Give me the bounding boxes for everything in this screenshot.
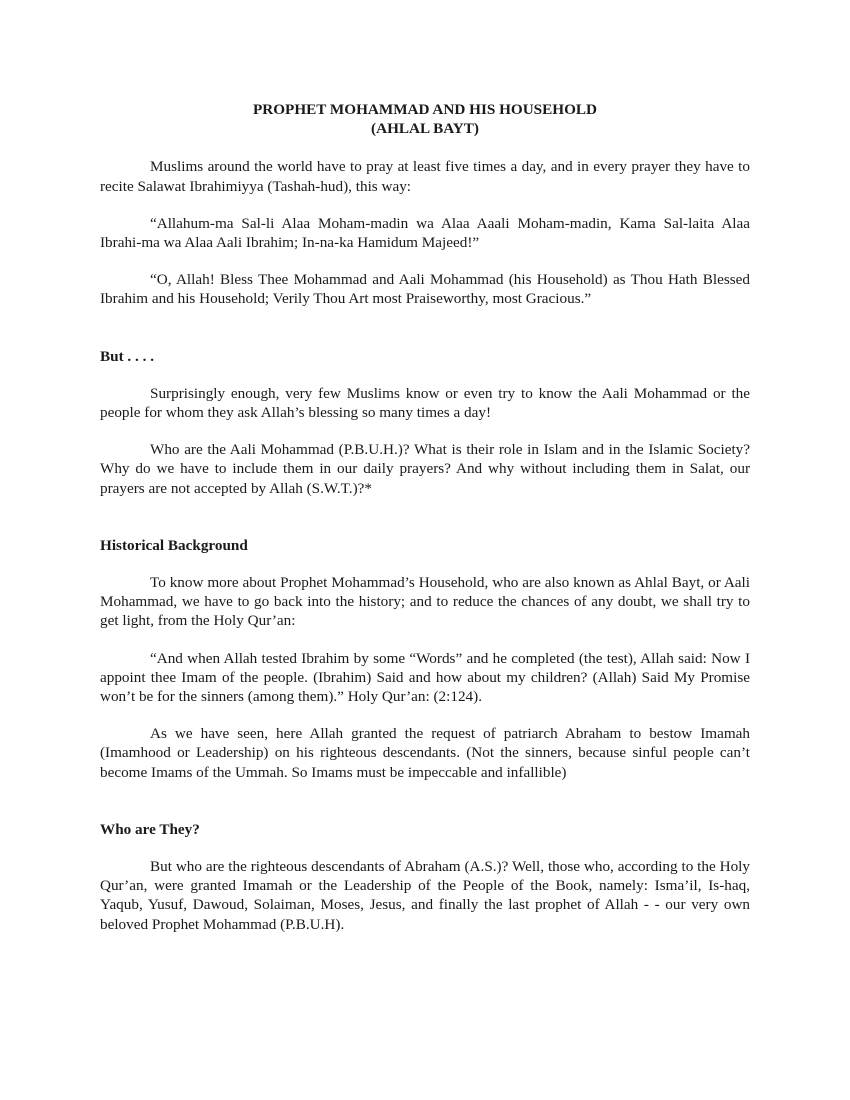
section-heading-but: But . . . . xyxy=(100,347,155,365)
intro-paragraph: Muslims around the world have to pray at least five times a day, and in every prayer they have to recite Salawat Ibrahimiyya (Tashah-hud), this way: xyxy=(100,158,750,195)
document-title-line1: PROPHET MOHAMMAD AND HIS HOUSEHOLD xyxy=(253,101,597,118)
body-paragraph: Who are the Aali Mohammad (P.B.U.H.)? What is their role in Islam and in the Islamic Society? Why do we have to include them in our daily prayers? And why without including them in Salat, our prayers are not accepted by Allah (S.W.T.)?* xyxy=(100,441,750,497)
section-heading-who-are-they: Who are They? xyxy=(100,820,200,838)
body-paragraph: To know more about Prophet Mohammad’s Household, who are also known as Ahlal Bayt, or Aali Mohammad, we have to go back into the history; and to reduce the chances of any doubt, we shall try to get light, from the Holy Qur’an: xyxy=(100,574,750,630)
salawat-transliteration: “Allahum-ma Sal-li Alaa Moham-madin wa Alaa Aaali Moham-madin, Kama Sal-laita Alaa Ibrahi-ma wa Alaa Aali Ibrahim; In-na-ka Hamidum Majeed!” xyxy=(100,214,750,252)
section-heading-historical-background: Historical Background xyxy=(100,536,248,554)
document-page xyxy=(100,100,750,952)
quran-quote-paragraph: “And when Allah tested Ibrahim by some “Words” and he completed (the test), Allah said: Now I appoint thee Imam of the people. (Ibrahim) Said and how about my children? (Allah) Said My Promise won’t be for the sinners (among them).” Holy Qur’an: (2:124). xyxy=(100,649,750,706)
document-title-line2: (AHLAL BAYT) xyxy=(371,120,479,138)
body-paragraph: Surprisingly enough, very few Muslims know or even try to know the Aali Mohammad or the people for whom they ask Allah’s blessing so many times a day! xyxy=(100,384,750,422)
salawat-translation: “O, Allah! Bless Thee Mohammad and Aali Mohammad (his Household) as Thou Hath Blessed Ibrahim and his Household; Verily Thou Art most Praiseworthy, most Gracious.” xyxy=(100,271,750,308)
body-paragraph: As we have seen, here Allah granted the request of patriarch Abraham to bestow Imamah (Imamhood or Leadership) on his righteous descendants. (Not the sinners, because sinful people can’t become Imams of the Ummah. So Imams must be impeccable and infallible) xyxy=(100,725,750,781)
body-paragraph: But who are the righteous descendants of Abraham (A.S.)? Well, those who, according to the Holy Qur’an, were granted Imamah or the Leadership of the People of the Book, namely: Isma’il, Is-haq, Yaqub, Yusuf, Dawoud, Solaiman, Moses, Jesus, and finally the last prophet of Allah - - our very own beloved Prophet Mohammad (P.B.U.H). xyxy=(100,858,750,933)
